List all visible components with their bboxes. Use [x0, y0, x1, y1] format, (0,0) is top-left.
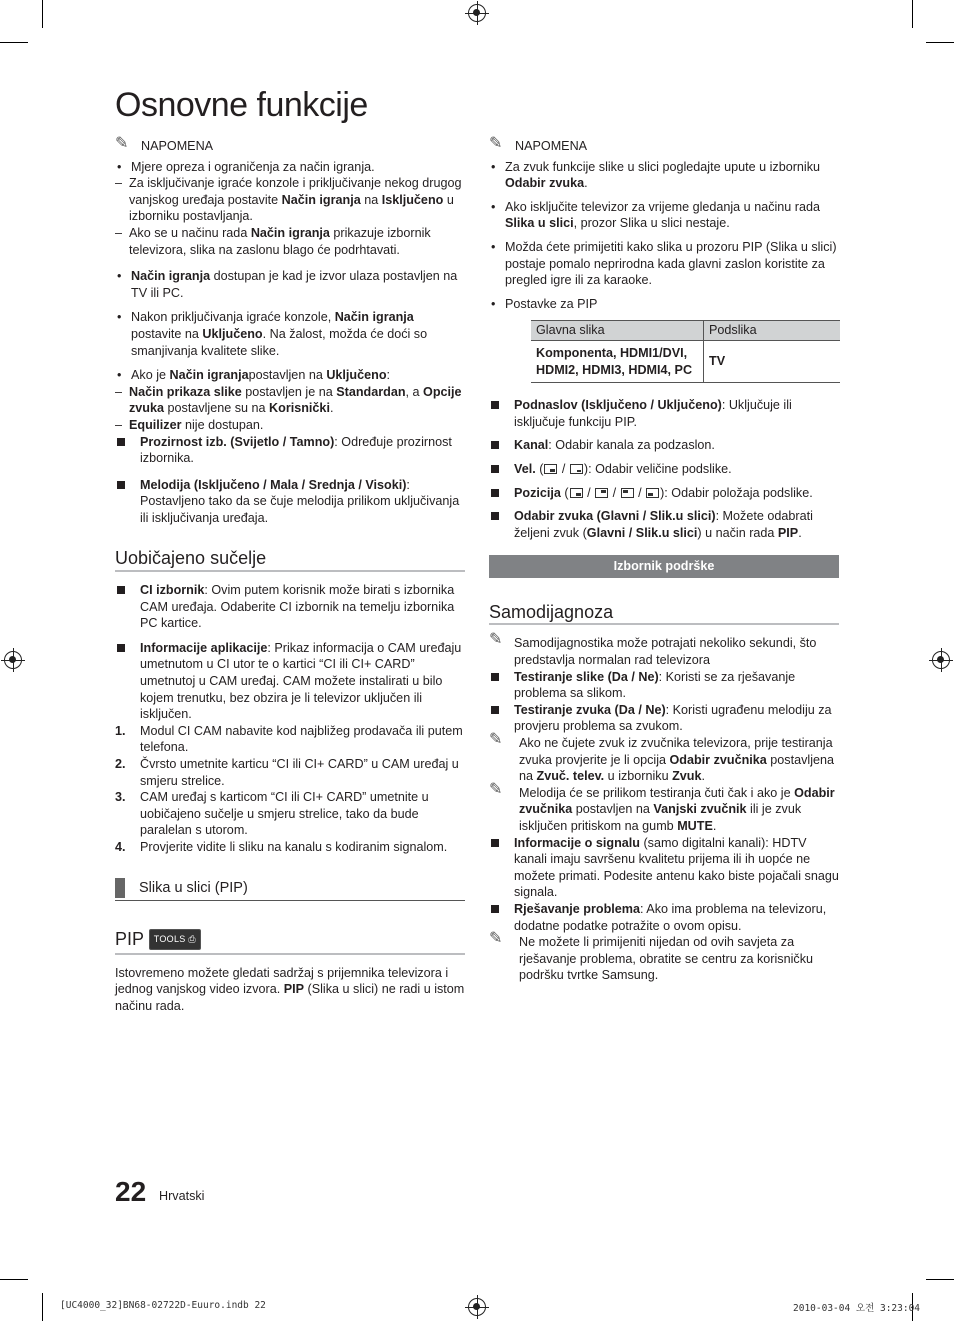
- page-title: Osnovne funkcije: [115, 86, 368, 124]
- menu-option-transparency: Prozirnost izb. (Svijetlo / Tamno): Određuje prozirnost izbornika.: [115, 434, 465, 467]
- crop-mark: [912, 0, 913, 28]
- table-row: [531, 340, 840, 382]
- tools-badge: TOOLS ⎙: [149, 929, 201, 950]
- note-pencil-icon: ✎: [489, 135, 503, 152]
- crop-mark: [0, 42, 28, 43]
- section-heading-self-diagnosis: Samodijagnoza: [489, 604, 839, 626]
- table-cell: TV: [704, 340, 841, 382]
- pip-description: Istovremeno možete gledati sadržaj s prijemnika televizora i jednog vanjskog video izvora. PIP (Slika u slici) ne radi u istom načinu rada.: [115, 965, 465, 1013]
- numbered-step: 1. Modul CI CAM nabavite kod najbližeg prodavača ili putem telefona.: [115, 723, 463, 755]
- left-column: [115, 135, 465, 1015]
- page-language: Hrvatski: [159, 1189, 205, 1203]
- menu-option-channel: Kanal: Odabir kanala za podzaslon.: [489, 437, 839, 454]
- section-heading-pip: PIP TOOLS ⎙: [115, 929, 465, 955]
- dash-item: – Za isključivanje igraće konzole i priključivanje nekog drugog vanjskog uređaja postavite Način igranja na Isključeno u izborniku postavljanja.: [115, 175, 465, 225]
- note-heading: [115, 135, 465, 155]
- dash-item: – Equilizer nije dostupan.: [115, 417, 465, 434]
- pip-settings-table: [531, 320, 840, 383]
- table-header-cell: Podslika: [704, 321, 841, 341]
- menu-option-size: Vel. ( / ): Odabir veličine podslike.: [489, 461, 839, 478]
- crop-mark: [926, 42, 954, 43]
- bullet-item: • Nakon priključivanja igraće konzole, Način igranja postavite na Uključeno. Na žalost, možda će doći so smanjivanja kvalitete slike.: [115, 309, 465, 359]
- note-heading: [489, 135, 839, 155]
- note-pencil-icon: ✎: [489, 631, 503, 649]
- note-item: ✎ Ne možete li primijeniti nijedan od ovih savjeta za rješavanje problema, obratite se centru za korisničku podršku tvrtke Samsung.: [489, 930, 813, 983]
- pip-pos-top-right-icon: [595, 488, 608, 498]
- menu-option-position: Pozicija ( / / / ): Odabir položaja podslike.: [489, 485, 839, 502]
- menu-option-troubleshooting: Rješavanje problema: Ako ima problema na televizoru, dodatne podatke potražite o ovom opisu.: [489, 901, 839, 934]
- bullet-item: • Ako isključite televizor za vrijeme gledanja u načinu rada Slika u slici, prozor Slika u slici nestaje.: [489, 199, 839, 232]
- menu-option-subtitle: Podnaslov (Isključeno / Uključeno): Uključuje ili isključuje funkciju PIP.: [489, 397, 839, 430]
- note-pencil-icon: ✎: [489, 780, 503, 798]
- subsection-heading-pip: Slika u slici (PIP): [115, 878, 465, 902]
- note-pencil-icon: ✎: [489, 731, 503, 749]
- right-column: [489, 135, 839, 984]
- table-cell: Komponenta, HDMI1/DVI, HDMI2, HDMI3, HDMI4, PC: [531, 340, 704, 382]
- pip-pos-bottom-left-icon: [646, 488, 659, 498]
- pip-pos-bottom-right-icon: [570, 488, 583, 498]
- bullet-item: • Ako je Način igranjapostavljen na Uključeno:: [115, 367, 465, 384]
- menu-option-sound-select: Odabir zvuka (Glavni / Slik.u slici): Možete odabrati željeni zvuk (Glavni / Slik.u slici) u način rada PIP.: [489, 508, 839, 541]
- registration-mark-icon: [468, 4, 486, 22]
- bullet-item: • Način igranja dostupan je kad je izvor ulaza postavljen na TV ili PC.: [115, 268, 465, 301]
- bullet-item: • Za zvuk funkcije slike u slici pogledajte upute u izborniku Odabir zvuka.: [489, 159, 839, 192]
- menu-option-app-info: Informacije aplikacije: Prikaz informacija o CAM uređaju umetnutom u CI utor te o kartici “CI ili CI+ CARD” umetnutoj u CAM uređaj. CAM možete instalirati u bilo kojem trenutku, bez obzira je li televizor uključen ili isključen.: [115, 640, 465, 723]
- pip-pos-top-left-icon: [621, 488, 634, 498]
- crop-mark: [42, 0, 43, 28]
- table-header-row: [531, 321, 840, 341]
- menu-option-signal-info: Informacije o signalu (samo digitalni kanali): HDTV kanali imaju savršenu kvalitetu prijema ili ih uopće ne možete primati. Podesite antenu kako biste pojačali snagu signala.: [489, 835, 839, 901]
- menu-option-melody: Melodija (Isključeno / Mala / Srednja / Visoki): Postavljeno tako da se čuje melodija prilikom uključivanja ili isključivanja uređaja.: [115, 477, 465, 527]
- crop-mark: [926, 1279, 954, 1280]
- registration-mark-icon: [932, 651, 950, 669]
- bullet-item: • Mjere opreza i ograničenja za način igranja.: [115, 159, 465, 176]
- numbered-step: 3. CAM uređaj s karticom “CI ili CI+ CARD” umetnite u uobičajeno sučelje u smjeru strelice, tako da bude paralelan s utorom.: [115, 790, 429, 838]
- note-label: NAPOMENA: [141, 139, 214, 153]
- note-pencil-icon: ✎: [489, 930, 503, 948]
- pip-size-large-icon: [544, 464, 557, 474]
- registration-mark-icon: [4, 651, 22, 669]
- pip-size-small-icon: [570, 464, 583, 474]
- crop-mark: [0, 1279, 28, 1280]
- section-heading-common-interface: Uobičajeno sučelje: [115, 550, 465, 572]
- footer-date: 2010-03-04 오전 3:23:04: [793, 1303, 921, 1314]
- table-header-cell: Glavna slika: [531, 321, 704, 341]
- bullet-item: • Postavke za PIP: [489, 296, 839, 313]
- footer-file-info: [UC4000_32]BN68-02722D-Euuro.indb 22: [60, 1300, 266, 1311]
- note-pencil-icon: ✎: [115, 135, 129, 152]
- page-number: 22: [115, 1176, 147, 1207]
- support-menu-bar: Izbornik podrške: [489, 555, 839, 578]
- numbered-step: 4. Provjerite vidite li sliku na kanalu s kodiranim signalom.: [115, 839, 448, 854]
- crop-mark: [42, 1293, 43, 1321]
- note-label: NAPOMENA: [515, 139, 588, 153]
- menu-option-sound-test: Testiranje zvuka (Da / Ne): Koristi ugrađenu melodiju za provjeru problema sa zvukom.: [489, 702, 839, 735]
- registration-mark-icon: [468, 1298, 486, 1316]
- note-item: ✎ Melodija će se prilikom testiranja čuti čak i ako je Odabir zvučnika postavljen na Vanjski zvučnik ili je zvuk isključen pritiskom na gumb MUTE.: [489, 780, 835, 833]
- dash-item: – Ako se u načinu rada Način igranja prikazuje izbornik televizora, slika na zaslonu blago će podrhtavati.: [115, 225, 465, 258]
- numbered-step: 2. Čvrsto umetnite karticu “CI ili CI+ CARD” u CAM uređaj u smjeru strelice.: [115, 757, 459, 788]
- menu-option-ci-menu: CI izbornik: Ovim putem korisnik može birati s izbornika CAM uređaja. Odaberite CI izbornik na temelju izbornika PC kartice.: [115, 582, 465, 632]
- bullet-item: • Možda ćete primijetiti kako slika u prozoru PIP (Slika u slici) postaje pomalo neprirodna kada glavni zaslon koristite za pregled igre ili za karaoke.: [489, 239, 839, 289]
- note-item: ✎ Samodijagnostika može potrajati nekoliko sekundi, što predstavlja normalan rad televizora: [489, 631, 817, 668]
- note-item: ✎ Ako ne čujete zvuk iz zvučnika televizora, prije testiranja zvuka provjerite je li opcija Odabir zvučnika postavljena na Zvuč. telev. u izborniku Zvuk.: [489, 731, 835, 784]
- menu-option-picture-test: Testiranje slike (Da / Ne): Koristi se za rješavanje problema sa slikom.: [489, 669, 839, 702]
- dash-item: – Način prikaza slike postavljen je na Standardan, a Opcije zvuka postavljene su na Korisnički.: [115, 384, 465, 417]
